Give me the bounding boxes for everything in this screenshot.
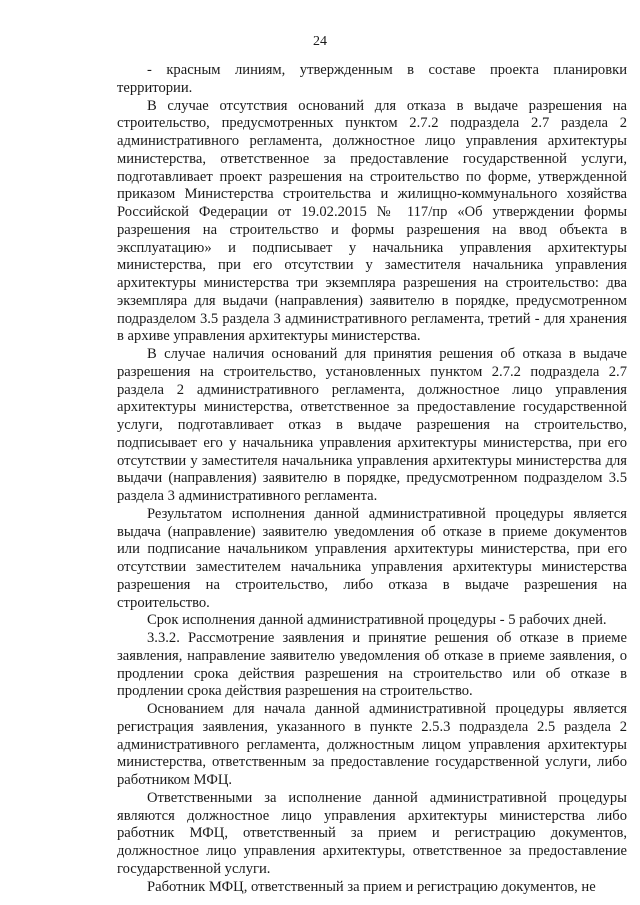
paragraph: 3.3.2. Рассмотрение заявления и принятие решения об отказе в приеме заявления, направление заявителю уведомления об отказе в приеме заявления, о продлении срока действия разрешения на строительство или об отказе в продлении срока действия разрешения на строительство. xyxy=(117,630,627,700)
document-body xyxy=(117,62,627,896)
paragraph: В случае отсутствия оснований для отказа в выдаче разрешения на строительство, предусмотренных пунктом 2.7.2 подраздела 2.7 раздела 2 административного регламента, должностное лицо управления архитектуры министерства, ответственное за предоставление государственной услуги, подготавливает проект разрешения на строительство по форме, утвержденной приказом Министерства строительства и жилищно-коммунального хозяйства Российской Федерации от 19.02.2015 № 117/пр «Об утверждении формы разрешения на строительство и формы разрешения на ввод объекта в эксплуатацию» и подписывает у начальника управления архитектуры министерства, при его отсутствии у заместителя начальника управления архитектуры министерства три экземпляра разрешения на строительство: два экземпляра для выдачи (направления) заявителю в порядке, предусмотренном подразделом 3.5 раздела 3 административного регламента, третий - для хранения в архиве управления архитектуры министерства. xyxy=(117,97,627,345)
page-number: 24 xyxy=(313,34,327,49)
paragraph: В случае наличия оснований для принятия решения об отказа в выдаче разрешения на строительство, установленных пунктом 2.7.2 подраздела 2.7 раздела 2 административного регламента, должностное лицо управления архитектуры министерства, ответственное за предоставление государственной услуги, подготавливает отказ в выдаче разрешения на строительство, подписывает его у начальника управления архитектуры министерства, при его отсутствии у заместителя начальника управления архитектуры министерства для выдачи (направления) заявителю в порядке, предусмотренном подразделом 3.5 раздела 3 административного регламента. xyxy=(117,346,627,504)
paragraph: - красным линиям, утвержденным в составе проекта планировки территории. xyxy=(117,62,627,96)
paragraph: Результатом исполнения данной административной процедуры является выдача (направление) заявителю уведомления об отказе в приеме документов или подписание начальником управления архитектуры министерства, при его отсутствии заместителем начальника управления архитектуры министерства разрешения на строительство, либо отказа в выдаче разрешения на строительство. xyxy=(117,505,627,611)
paragraph: Работник МФЦ, ответственный за прием и регистрацию документов, не xyxy=(147,878,596,895)
paragraph: Срок исполнения данной административной процедуры - 5 рабочих дней. xyxy=(147,612,607,629)
paragraph: Основанием для начала данной административной процедуры является регистрация заявления, указанного в пункте 2.5.3 подраздела 2.5 раздела 2 административного регламента, должностным лицом управления архитектуры министерства, ответственным за предоставление государственной услуги, либо работником МФЦ. xyxy=(117,701,627,788)
paragraph: Ответственными за исполнение данной административной процедуры являются должностное лицо управления архитектуры министерства либо работник МФЦ, ответственный за прием и регистрацию документов, должностное лицо управления архитектуры, ответственное за предоставление государственной услуги. xyxy=(117,789,627,877)
